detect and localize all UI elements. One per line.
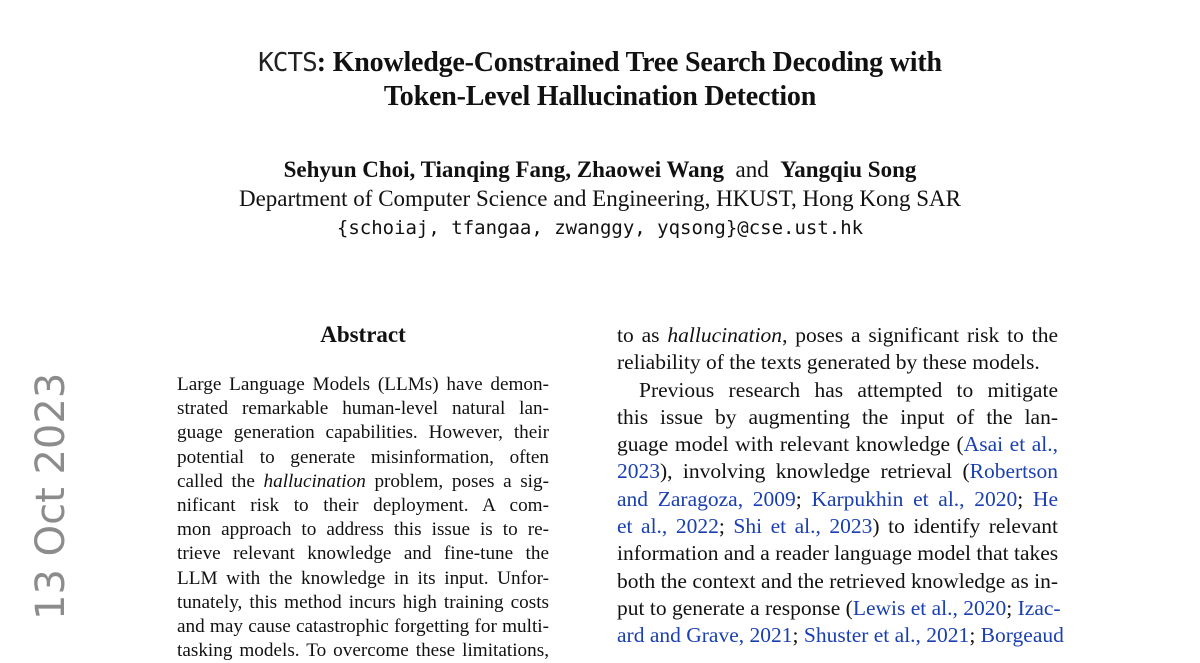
citation-link[interactable]: Izac-: [1017, 595, 1061, 620]
citation-link[interactable]: Karpukhin et al., 2020: [811, 486, 1018, 511]
body-line: [617, 622, 1064, 649]
body-line: [617, 322, 1058, 349]
citation-link[interactable]: Robertson: [969, 459, 1058, 484]
body-line: reliability of the texts generated by these models.: [617, 350, 1040, 375]
body-text: ;: [792, 623, 804, 648]
authors-last: Yangqiu Song: [780, 157, 917, 182]
author-list: [0, 156, 1200, 184]
abstract-line: LLM with the knowledge in its input. Unfor-: [177, 567, 549, 589]
citation-link[interactable]: Lewis et al., 2020: [852, 595, 1007, 620]
abstract-line-hallucination: [177, 470, 549, 494]
abstract-line: strated remarkable human-level natural lan-: [177, 398, 549, 420]
body-line: [617, 431, 1058, 458]
abstract-line: Large Language Models (LLMs) have demon-: [177, 374, 549, 395]
citation-link[interactable]: He: [1032, 486, 1058, 511]
authors-and: and: [735, 157, 769, 182]
body-line: [617, 595, 1061, 622]
body-text: ;: [969, 623, 981, 648]
body-line: [617, 486, 1058, 513]
abstract-line5-rest: problem, poses a sig-: [374, 470, 549, 492]
title-line-2: Token-Level Hallucination Detection: [383, 81, 817, 112]
body-text: put to generate a response (: [617, 595, 853, 620]
body-text: to as: [617, 323, 660, 347]
body-italic-term: hallucination: [667, 323, 783, 347]
abstract-line: mon approach to address this issue is to re-: [177, 519, 549, 541]
author-email: {schoiaj, tfangaa, zwanggy, yqsong}@cse.ust.hk: [336, 217, 864, 239]
abstract-line5-prefix: called the: [177, 470, 255, 492]
title-acronym: KCTS: [258, 48, 317, 78]
title-line-1-text: : Knowledge-Constrained Tree Search Decoding with: [316, 47, 942, 78]
body-line: both the context and the retrieved knowledge as in-: [617, 568, 1058, 593]
citation-link[interactable]: Shuster et al., 2021: [803, 623, 970, 648]
citation-link[interactable]: Asai et al.,: [963, 432, 1058, 457]
body-line: this issue by augmenting the input of the lan-: [617, 404, 1058, 429]
citation-link[interactable]: 2023: [617, 459, 660, 484]
abstract-line: and may cause catastrophic forgetting for multi-: [177, 616, 549, 638]
citation-link[interactable]: Borgeaud: [980, 623, 1064, 648]
abstract-line: tunately, this method incurs high training costs: [177, 591, 549, 613]
abstract-heading: Abstract: [320, 322, 406, 347]
arxiv-date-stamp: 13 Oct 2023: [28, 372, 74, 620]
citation-link[interactable]: Shi et al., 2023: [733, 514, 873, 539]
citation-link[interactable]: et al., 2022: [617, 514, 719, 539]
abstract-line: potential to generate misinformation, often: [177, 446, 549, 468]
title-line-1: [0, 46, 1200, 80]
abstract-body: [177, 373, 549, 663]
body-text: ;: [718, 514, 734, 539]
paper-title: [0, 46, 1200, 113]
body-text: ;: [1017, 486, 1033, 511]
abstract-line: trieve relevant knowledge and fine-tune the: [177, 543, 549, 565]
body-line: information and a reader language model that takes: [617, 541, 1059, 566]
body-line: [617, 513, 1058, 540]
abstract-line: tasking models. To overcome these limitations,: [177, 640, 549, 662]
body-text: ;: [1006, 595, 1018, 620]
abstract-italic-term: hallucination: [263, 470, 366, 492]
body-text: ) to identify relevant: [872, 514, 1058, 539]
affiliation: Department of Computer Science and Engineering, HKUST, Hong Kong SAR: [238, 186, 962, 211]
citation-link[interactable]: ard and Grave, 2021: [617, 623, 793, 648]
abstract-line: nificant risk to their deployment. A com-: [177, 495, 549, 517]
body-text: ), involving knowledge retrieval (: [660, 459, 970, 484]
body-text: guage model with relevant knowledge (: [617, 432, 964, 457]
body-line: [617, 458, 1058, 485]
body-column-right: [617, 322, 1064, 650]
body-text: , poses a significant risk to the: [782, 323, 1058, 347]
citation-link[interactable]: and Zaragoza, 2009: [617, 486, 796, 511]
authors-main: Sehyun Choi, Tianqing Fang, Zhaowei Wang: [283, 157, 724, 182]
abstract-line: guage generation capabilities. However, their: [177, 422, 549, 444]
body-text: ;: [795, 486, 812, 511]
body-line: Previous research has attempted to mitigate: [639, 377, 1058, 402]
